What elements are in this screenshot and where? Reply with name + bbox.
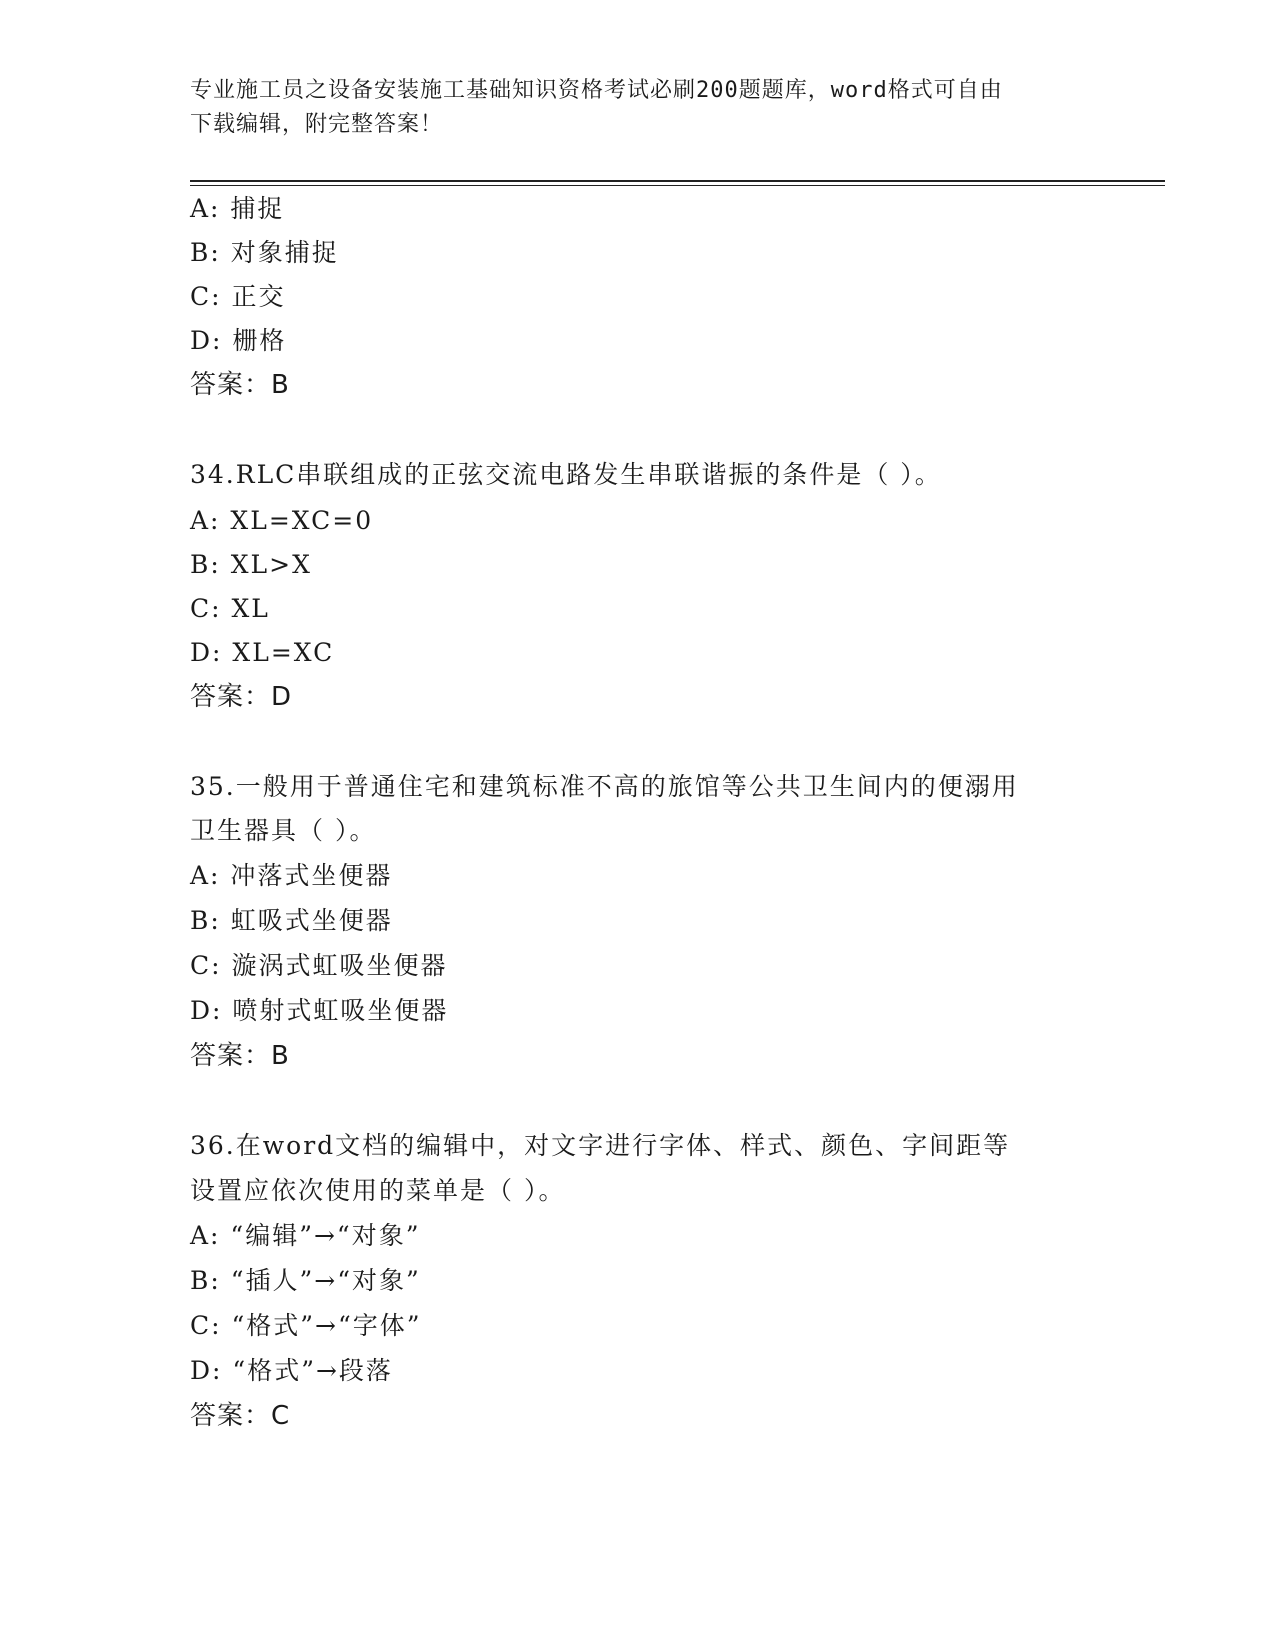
q35-stem-line-1: 35.一般用于普通住宅和建筑标准不高的旅馆等公共卫生间内的便溺用 bbox=[190, 772, 1019, 801]
q34-option-a: A: XL=XC=0 bbox=[190, 506, 374, 535]
q36-answer: 答案：C bbox=[190, 1401, 291, 1431]
header-line-1: 专业施工员之设备安装施工基础知识资格考试必刷200题题库，word格式可自由 bbox=[190, 78, 1003, 103]
q36-option-c: C: “格式”→“字体” bbox=[190, 1311, 422, 1340]
q35-option-a: A: 冲落式坐便器 bbox=[190, 861, 393, 890]
header-line-2: 下载编辑，附完整答案！ bbox=[190, 112, 444, 137]
q36-stem-line-1: 36.在word文档的编辑中，对文字进行字体、样式、颜色、字间距等 bbox=[190, 1131, 1011, 1160]
q33-answer: 答案：B bbox=[190, 370, 290, 400]
document-header bbox=[190, 74, 1090, 142]
q33-option-d: D: 栅格 bbox=[190, 326, 287, 355]
q36-option-d: D: “格式”→段落 bbox=[190, 1356, 393, 1385]
q34-option-d: D: XL=XC bbox=[190, 638, 335, 667]
q33-option-c: C: 正交 bbox=[190, 282, 286, 311]
q35-answer: 答案：B bbox=[190, 1041, 290, 1071]
q36-option-a: A: “编辑”→“对象” bbox=[190, 1221, 421, 1250]
q34-option-b: B: XL>X bbox=[190, 550, 312, 579]
header-rule-thin bbox=[190, 185, 1165, 186]
q35-option-c: C: 漩涡式虹吸坐便器 bbox=[190, 951, 448, 980]
q33-option-a: A: 捕捉 bbox=[190, 194, 285, 223]
q35-option-d: D: 喷射式虹吸坐便器 bbox=[190, 996, 449, 1025]
header-rule-thick bbox=[190, 180, 1165, 182]
q35-option-b: B: 虹吸式坐便器 bbox=[190, 906, 393, 935]
q33-option-b: B: 对象捕捉 bbox=[190, 238, 339, 267]
q36-option-b: B: “插人”→“对象” bbox=[190, 1266, 421, 1295]
q34-stem: 34.RLC串联组成的正弦交流电路发生串联谐振的条件是（ ）。 bbox=[190, 460, 942, 489]
q35-stem-line-2: 卫生器具（ ）。 bbox=[190, 816, 377, 845]
q34-answer: 答案：D bbox=[190, 682, 293, 712]
q34-option-c: C: XL bbox=[190, 594, 270, 623]
q36-stem-line-2: 设置应依次使用的菜单是（ ）。 bbox=[190, 1176, 566, 1205]
